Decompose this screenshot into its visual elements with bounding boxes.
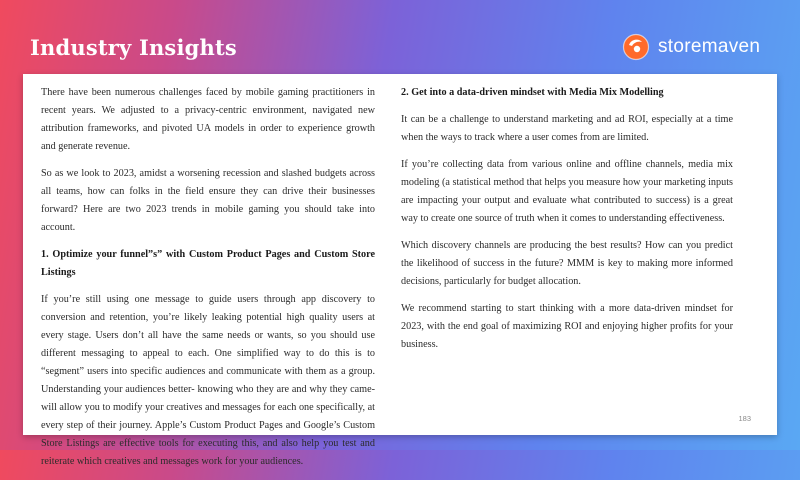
paragraph: If you’re collecting data from various online and offline channels, media mix modeling (a statistical method that helps you measure how your marketing inputs are impacting your output and evaluate what contributed to success) is a great way to create one source of truth when it comes to understanding effectiveness. — [401, 159, 733, 224]
paragraph: There have been numerous challenges faced by mobile gaming practitioners in recent years. We adjusted to a privacy-centric environment, navigated new attribution frameworks, and pivoted UA models in order to experience growth and generate revenue. — [41, 87, 375, 152]
paragraph: We recommend starting to start thinking with a more data-driven mindset for 2023, with the end goal of maximizing ROI and enjoying higher profits for your business. — [401, 303, 733, 350]
paragraph: So as we look to 2023, amidst a worsening recession and slashed budgets across all teams, how can folks in the field ensure they can drive their businesses forward? Here are two 2023 trends in mobile gaming you should take into account. — [41, 168, 375, 233]
right-column — [401, 84, 733, 363]
content-card — [23, 74, 777, 467]
brand-name: storemaven — [658, 36, 761, 57]
section-heading: 1. Optimize your funnel”s” with Custom Product Pages and Custom Store Listings — [41, 249, 375, 278]
paragraph: If you’re still using one message to guide users through app discovery to conversion and retention, you’re likely leaking potential high quality users at every stage. Users don’t all have the same needs or wants, so you should use different messaging to appeal to each. One simplified way to do this is to “segment” users into specific audiences and communicate with them as a group. Understanding your audiences better- knowing who they are and why they came- will allow you to modify your creatives and messages for each one specifically, at every step of their journey. Apple’s Custom Product Pages and Google’s Custom Store Listings are effective tools for executing this, and also help you test and reiterate which creatives and messages work for your audiences. — [41, 294, 375, 467]
header — [0, 0, 800, 74]
paragraph: It can be a challenge to understand marketing and ad ROI, especially at a time when the ways to track where a user comes from are limited. — [401, 114, 733, 143]
page-title: Industry Insights — [30, 35, 237, 60]
section-heading: 2. Get into a data-driven mindset with Media Mix Modelling — [401, 87, 664, 98]
storemaven-logo-icon — [622, 33, 650, 61]
brand — [622, 32, 760, 62]
page-number: 183 — [738, 414, 751, 423]
left-column — [41, 84, 375, 480]
paragraph: Which discovery channels are producing the best results? How can you predict the likelihood of success in the future? MMM is key to making more informed decisions, particularly for budget allocation. — [401, 240, 733, 287]
